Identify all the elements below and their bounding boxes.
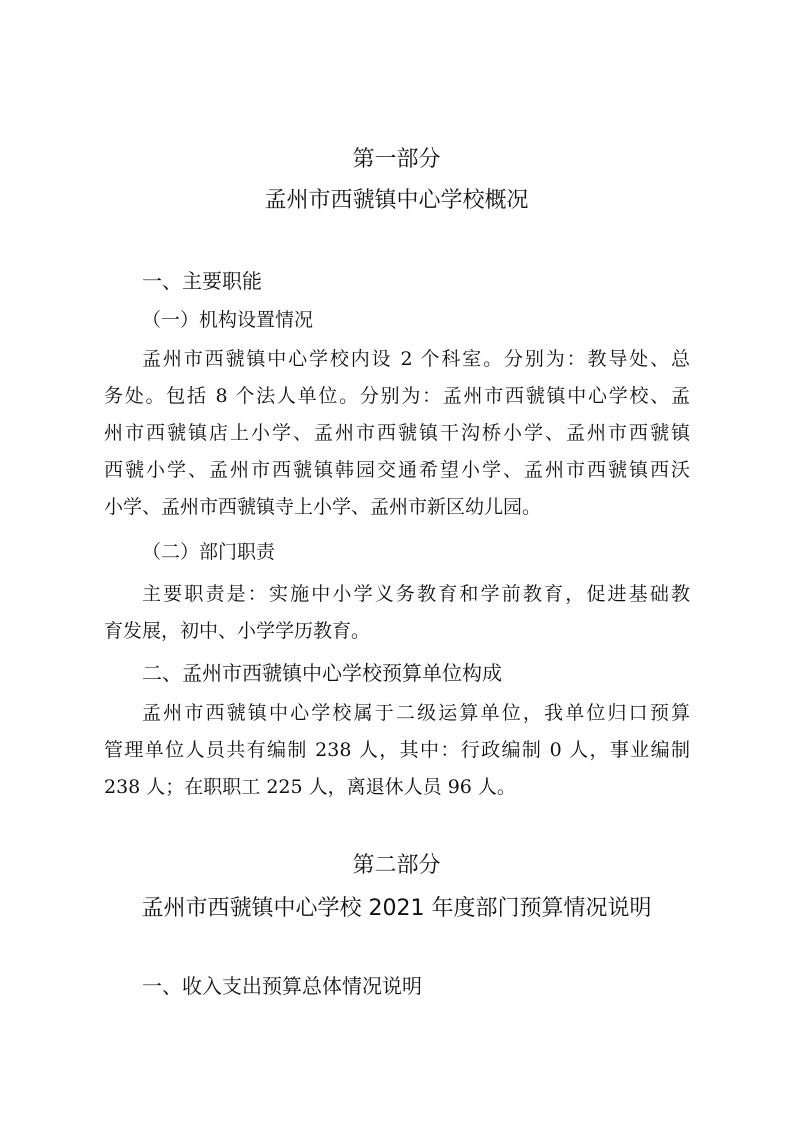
part2-title: 孟州市西虢镇中心学校 2021 年度部门预算情况说明 <box>141 896 652 921</box>
section2-heading: 二、孟州市西虢镇中心学校预算单位构成 <box>142 661 502 685</box>
section1-sub2-paragraph <box>104 576 690 650</box>
section1-heading: 一、主要职能 <box>142 269 262 293</box>
paragraph-line: 孟州市西虢镇中心学校内设 2 个科室。分别为：教导处、总 <box>142 348 690 370</box>
paragraph-line: 主要职责是：实施中小学义务教育和学前教育，促进基础教 <box>142 583 690 605</box>
paragraph-line: 育发展，初中、小学学历教育。 <box>104 620 371 642</box>
section3-heading: 一、收入支出预算总体情况说明 <box>142 974 422 998</box>
section2-paragraph <box>104 695 690 806</box>
part1-label: 第一部分 <box>352 147 441 172</box>
paragraph-line: 州市西虢镇店上小学、孟州市西虢镇干沟桥小学、孟州市西虢镇 <box>104 422 690 444</box>
paragraph-line: 238 人；在职职工 225 人，离退休人员 96 人。 <box>104 776 516 798</box>
part2-label: 第二部分 <box>352 853 441 878</box>
paragraph-line: 小学、孟州市西虢镇寺上小学、孟州市新区幼儿园。 <box>104 496 542 518</box>
paragraph-line: 孟州市西虢镇中心学校属于二级运算单位，我单位归口预算 <box>142 702 690 724</box>
paragraph-line: 管理单位人员共有编制 238 人，其中：行政编制 0 人，事业编制 <box>104 739 690 761</box>
paragraph-line: 西虢小学、孟州市西虢镇韩园交通希望小学、孟州市西虢镇西沃 <box>104 459 690 481</box>
section1-sub1-paragraph <box>104 341 690 526</box>
paragraph-line: 务处。包括 8 个法人单位。分别为：孟州市西虢镇中心学校、孟 <box>104 385 690 407</box>
part1-title: 孟州市西虢镇中心学校概况 <box>264 188 529 213</box>
section1-sub1-heading: （一）机构设置情况 <box>142 309 314 331</box>
section1-sub2-heading: （二）部门职责 <box>142 541 276 563</box>
